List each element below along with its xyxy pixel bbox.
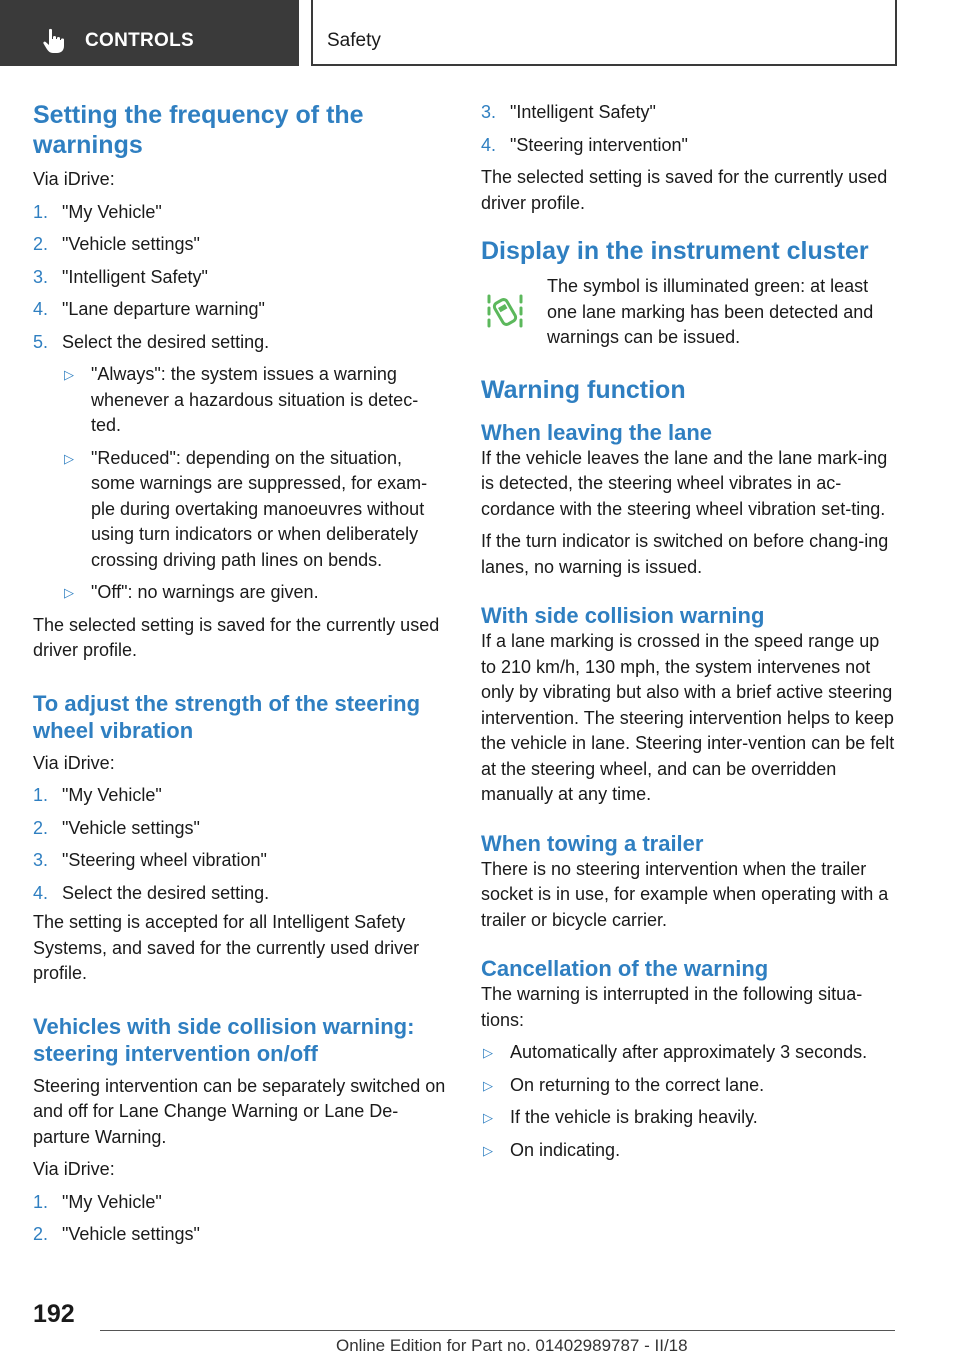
via-idrive-3: Via iDrive: (33, 1159, 115, 1179)
cancellation-list (481, 1040, 895, 1163)
list-item: 5. Select the desired setting. (33, 331, 270, 352)
steps-list-1 (33, 200, 447, 356)
list-item: ▷ Automatically after approximately 3 seconds. (481, 1040, 895, 1066)
list-item: ▷ If the vehicle is braking heavily. (481, 1105, 895, 1131)
list-item: 4. Select the desired setting. (33, 882, 270, 903)
saved-note-1: The selected setting is saved for the currently used driver profile. (33, 614, 440, 660)
footer-divider (100, 1330, 895, 1331)
cancellation-text: The warning is interrupted in the following situa-tions: (481, 984, 863, 1030)
leaving-text-2: If the turn indicator is switched on before chang-ing lanes, no warning is issued. (481, 531, 889, 577)
triangle-bullet-icon: ▷ (483, 1077, 493, 1093)
list-item: 2. "Vehicle settings" (33, 817, 200, 838)
edition-note: Online Edition for Part no. 01402989787 - II/18 (336, 1336, 688, 1355)
heading-towing: When towing a trailer (481, 830, 704, 856)
display-text: The symbol is illuminated green: at least one lane marking has been detected and warnings can be issued. (547, 276, 874, 347)
chapter-tab (311, 0, 897, 66)
right-column (481, 100, 895, 1170)
heading-frequency: Setting the frequency of the warnings (33, 101, 364, 159)
accepted-note: The setting is accepted for all Intelligent Safety Systems, and saved for the currently used driver profile. (33, 912, 420, 983)
list-item: 3. "Intelligent Safety" (481, 102, 656, 122)
list-item: ▷ "Reduced": depending on the situation, some warnings are suppressed, for exam-ple during overtaking manoeuvres without using turn indicators or when deliberately crossing driving path lines on bends. (64, 447, 428, 570)
left-column (33, 100, 447, 1255)
side-intervention-text: Steering intervention can be separately switched on and off for Lane Change Warning or Lane De-parture Warning. (33, 1075, 446, 1147)
list-item: 2. "Vehicle settings" (33, 1224, 200, 1244)
triangle-bullet-icon: ▷ (483, 1110, 493, 1125)
list-item: ▷ On indicating. (481, 1138, 895, 1164)
display-block (481, 274, 895, 351)
lane-departure-icon (485, 288, 525, 334)
steps-list-2 (33, 783, 447, 906)
heading-side-collision: Vehicles with side collision warning: steering intervention on/off (33, 1013, 415, 1066)
heading-cancellation: Cancellation of the warning (481, 956, 769, 981)
triangle-bullet-icon: ▷ (483, 1142, 493, 1158)
list-item: 4. "Lane departure warning" (33, 299, 265, 319)
list-item: 3. "Steering wheel vibration" (33, 850, 267, 870)
heading-strength: To adjust the strength of the steering wheel vibration (33, 690, 421, 743)
via-idrive-1: Via iDrive: (33, 169, 115, 189)
section-label: CONTROLS (85, 30, 195, 51)
list-item: 1. "My Vehicle" (33, 785, 162, 805)
list-item: ▷ "Always": the system issues a warning whenever a hazardous situation is detec-ted. (64, 364, 419, 435)
heading-display: Display in the instrument cluster (481, 237, 869, 265)
heading-side-collision-warning: With side collision warning (481, 603, 765, 628)
triangle-bullet-icon: ▷ (64, 367, 74, 382)
heading-warning-function: Warning function (481, 375, 686, 404)
page-number: 192 (33, 1300, 75, 1328)
triangle-bullet-icon: ▷ (483, 1045, 493, 1060)
list-item: ▷ On returning to the correct lane. (481, 1073, 895, 1099)
list-item: 2. "Vehicle settings" (33, 234, 200, 254)
section-tab (0, 0, 299, 66)
heading-leaving-lane: When leaving the lane (481, 419, 713, 445)
steps-list-3 (33, 1190, 447, 1248)
hand-pointer-icon (40, 27, 68, 55)
list-item: 1. "My Vehicle" (33, 201, 162, 222)
saved-note-2: The selected setting is saved for the currently used driver profile. (481, 167, 888, 213)
setting-options-list (62, 362, 447, 606)
list-item: ▷ "Off": no warnings are given. (62, 580, 447, 606)
chapter-title: Safety (327, 30, 381, 51)
list-item: 3. "Intelligent Safety" (33, 266, 208, 287)
list-item: 1. "My Vehicle" (33, 1191, 162, 1212)
towing-text: There is no steering intervention when the trailer socket is in use, for example when operating with a trailer or bicycle carrier. (481, 858, 889, 930)
steps-list-3-continued (481, 100, 895, 158)
leaving-text-1: If the vehicle leaves the lane and the lane mark-ing is detected, the steering wheel vibrates in ac-cordance with the steering wheel vibration set-ting. (481, 447, 888, 519)
side-collision-text: If a lane marking is crossed in the speed range up to 210 km/h, 130 mph, the system intervenes not only by vibrating but also with a brief active steering intervention. The steering intervention helps to keep the vehicle in lane. Steering inter-vention can be felt at the steering wheel, and can be overridden manually at any time. (481, 631, 895, 804)
triangle-bullet-icon: ▷ (64, 450, 74, 466)
triangle-bullet-icon: ▷ (64, 585, 74, 600)
page-header (0, 0, 960, 66)
via-idrive-2: Via iDrive: (33, 752, 115, 773)
list-item: 4. "Steering intervention" (481, 134, 688, 155)
